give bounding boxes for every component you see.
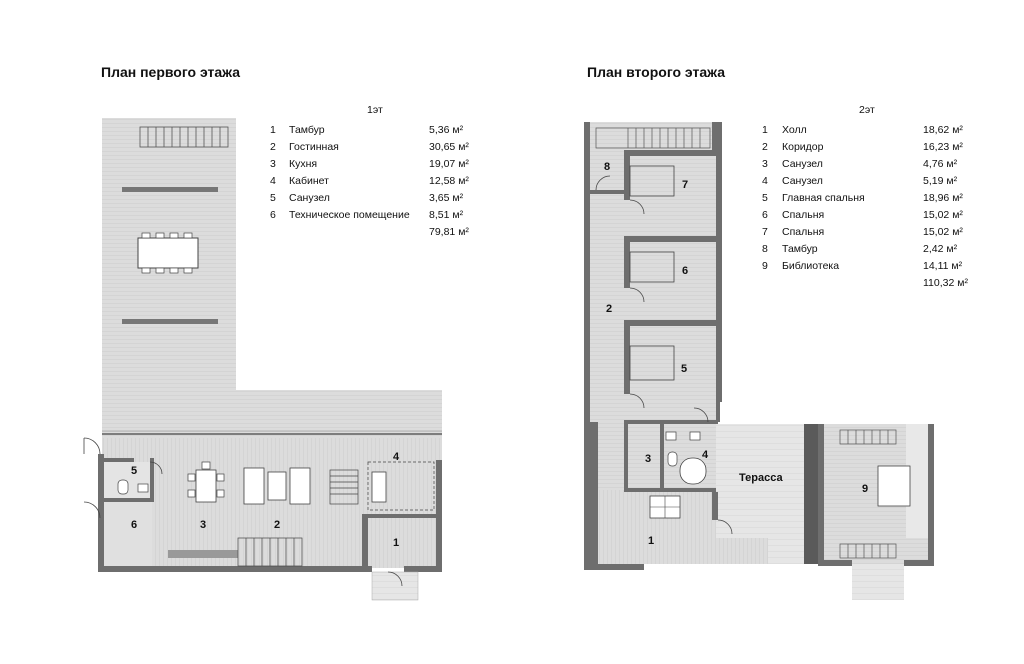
room-number: 3 — [270, 158, 276, 170]
room-number: 5 — [270, 192, 276, 204]
room-label: 3 — [200, 519, 207, 531]
room-label: 4 — [702, 449, 709, 461]
room-label: 1 — [393, 537, 400, 549]
room-name: Кабинет — [289, 175, 329, 187]
room-name: Техническое помещение — [289, 209, 410, 221]
total-area: 79,81 м² — [429, 226, 469, 238]
entrance-step — [372, 572, 418, 600]
room-label: 7 — [682, 179, 689, 191]
room-number: 2 — [762, 141, 768, 153]
room-label: 9 — [862, 483, 869, 495]
room-label: 2 — [606, 303, 613, 315]
room-number: 1 — [270, 124, 276, 136]
room-area: 8,51 м² — [429, 209, 464, 221]
terrace-label: Терасса — [739, 472, 783, 484]
room-number: 4 — [270, 175, 276, 187]
floor1-plan — [84, 118, 442, 600]
room-name: Гостинная — [289, 141, 339, 153]
room-number: 4 — [762, 175, 768, 187]
room-area: 30,65 м² — [429, 141, 469, 153]
room-name: Кухня — [289, 158, 318, 170]
library-table — [878, 466, 910, 506]
floor2-legend-title: 2эт — [859, 104, 875, 116]
room-area: 18,62 м² — [923, 124, 963, 136]
room-area: 18,96 м² — [923, 192, 963, 204]
room-area: 5,19 м² — [923, 175, 958, 187]
room-area: 19,07 м² — [429, 158, 469, 170]
room-label: 5 — [681, 363, 688, 375]
room-name: Санузел — [782, 158, 823, 170]
room-area: 15,02 м² — [923, 209, 963, 221]
room-name: Санузел — [782, 175, 823, 187]
room-number: 6 — [762, 209, 768, 221]
room-number: 9 — [762, 260, 768, 272]
floor2-plan — [584, 122, 934, 600]
room-name: Санузел — [289, 192, 330, 204]
room-label: 1 — [648, 535, 655, 547]
floor1-interior — [102, 438, 442, 568]
room-label: 6 — [131, 519, 138, 531]
room-area: 12,58 м² — [429, 175, 469, 187]
room-number: 6 — [270, 209, 276, 221]
room-area: 5,36 м² — [429, 124, 464, 136]
room-label: 5 — [131, 465, 138, 477]
room-label: 8 — [604, 161, 611, 173]
total-area: 110,32 м² — [923, 277, 968, 289]
room-number: 2 — [270, 141, 276, 153]
room-label: 3 — [645, 453, 652, 465]
room-area: 4,76 м² — [923, 158, 958, 170]
terrace-table — [138, 233, 198, 273]
floor1-title: План первого этажа — [101, 64, 241, 80]
room-name: Спальня — [782, 226, 825, 238]
room-name: Тамбур — [782, 243, 818, 255]
room-area: 16,23 м² — [923, 141, 963, 153]
room-number: 8 — [762, 243, 768, 255]
room-number: 3 — [762, 158, 768, 170]
room-area: 14,11 м² — [923, 260, 963, 272]
room-area: 15,02 м² — [923, 226, 963, 238]
room-name: Холл — [782, 124, 807, 136]
terrace-bench — [122, 187, 218, 192]
room-label: 2 — [274, 519, 281, 531]
room-name: Библиотека — [782, 260, 840, 272]
floor1-legend-title: 1эт — [367, 104, 383, 116]
room-area: 2,42 м² — [923, 243, 958, 255]
room-area: 3,65 м² — [429, 192, 464, 204]
room-number: 5 — [762, 192, 768, 204]
room-name: Тамбур — [289, 124, 325, 136]
room-name: Спальня — [782, 209, 825, 221]
room-name: Главная спальня — [782, 192, 865, 204]
room-label: 6 — [682, 265, 689, 277]
room-number: 1 — [762, 124, 768, 136]
terrace-bench — [122, 319, 218, 324]
room-label: 4 — [393, 451, 400, 463]
room-number: 7 — [762, 226, 768, 238]
living-sofas — [244, 468, 310, 504]
room-name: Коридор — [782, 141, 824, 153]
floor2-title: План второго этажа — [587, 64, 725, 80]
